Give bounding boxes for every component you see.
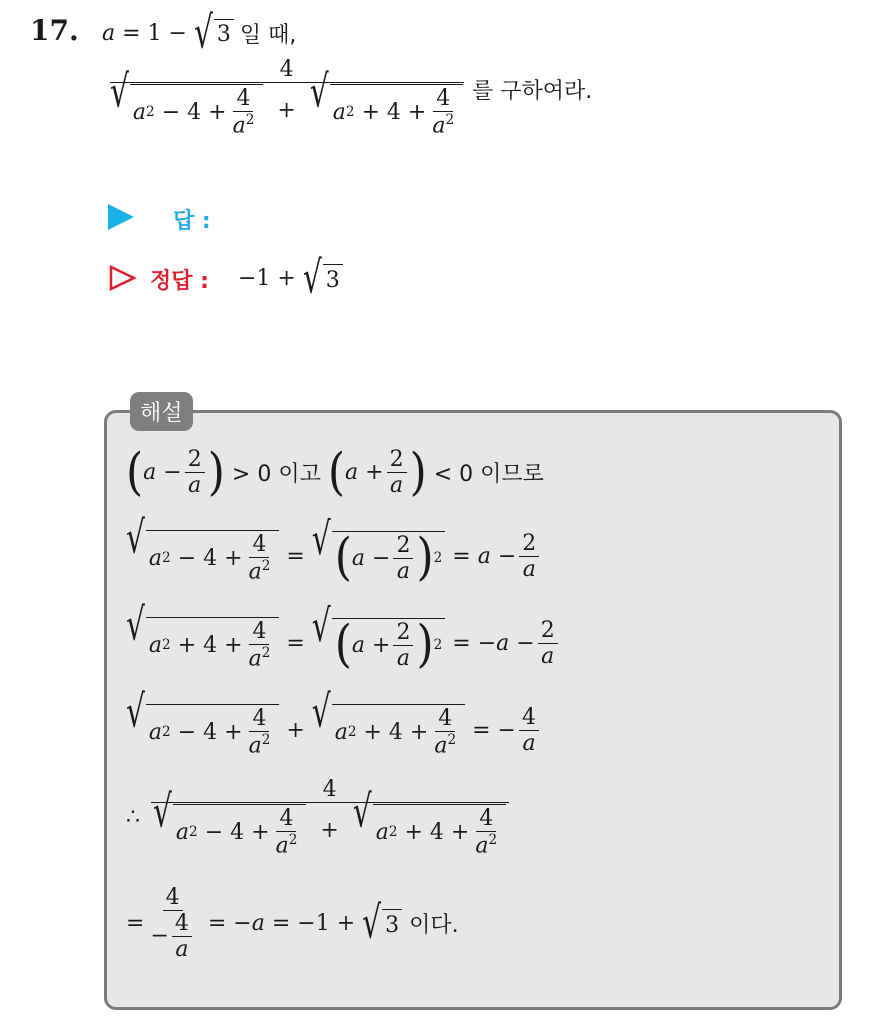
solution-line-1: ( a − $\frac{2}{a}$ ) > 0 이고 ( a + $\frac{2}{a}$ ) < 0 이므로 [126,442,544,502]
question-condition: a = 1 − √ 3 일 때, [102,6,297,60]
solution-line-3: √ a 2 + 4 + $\frac{4}{a^2}$ = √ ( a + $\frac{2}{a}$ ) 2 = − a − $\frac{2}{a}$ [126,617,561,671]
question-number: 17. [30,14,79,47]
question-instruction: 를 구하여라. [472,79,593,104]
solution-badge: 해설 [130,392,193,431]
answer-arrow-icon [108,204,134,230]
answer-label: 답 : [173,209,211,234]
condition-suffix: 일 때, [239,23,297,48]
solution-line-6: = 4 − $\frac{4}{a}$ = − a = −1 + √ 3 이다. [126,885,459,963]
question-expression: 4 √ a 2 − 4 + $\frac{4}{a^2}$ + √ a 2 + 4 + $\frac{4}{a^2}$ [104,58,469,138]
correct-arrow-icon [108,264,138,292]
solution-line-5: ∴ 4 √ a 2 − 4 + $\frac{4}{a^2}$ + √ a 2 + 4 + $\frac{4}{a^2}$ [126,778,512,858]
correct-answer-value: −1 + √ 3 [238,264,343,294]
solution-line-2: √ a 2 − 4 + $\frac{4}{a^2}$ = √ ( a − $\frac{2}{a}$ ) 2 = a − $\frac{2}{a}$ [126,530,542,584]
solution-line-4: √ a 2 − 4 + $\frac{4}{a^2}$ + √ a 2 + 4 + $\frac{4}{a^2}$ = − $\frac{4}{a}$ [126,704,542,758]
sqrt-three: √ 3 [194,19,234,49]
correct-answer-label: 정답 : [150,269,209,294]
